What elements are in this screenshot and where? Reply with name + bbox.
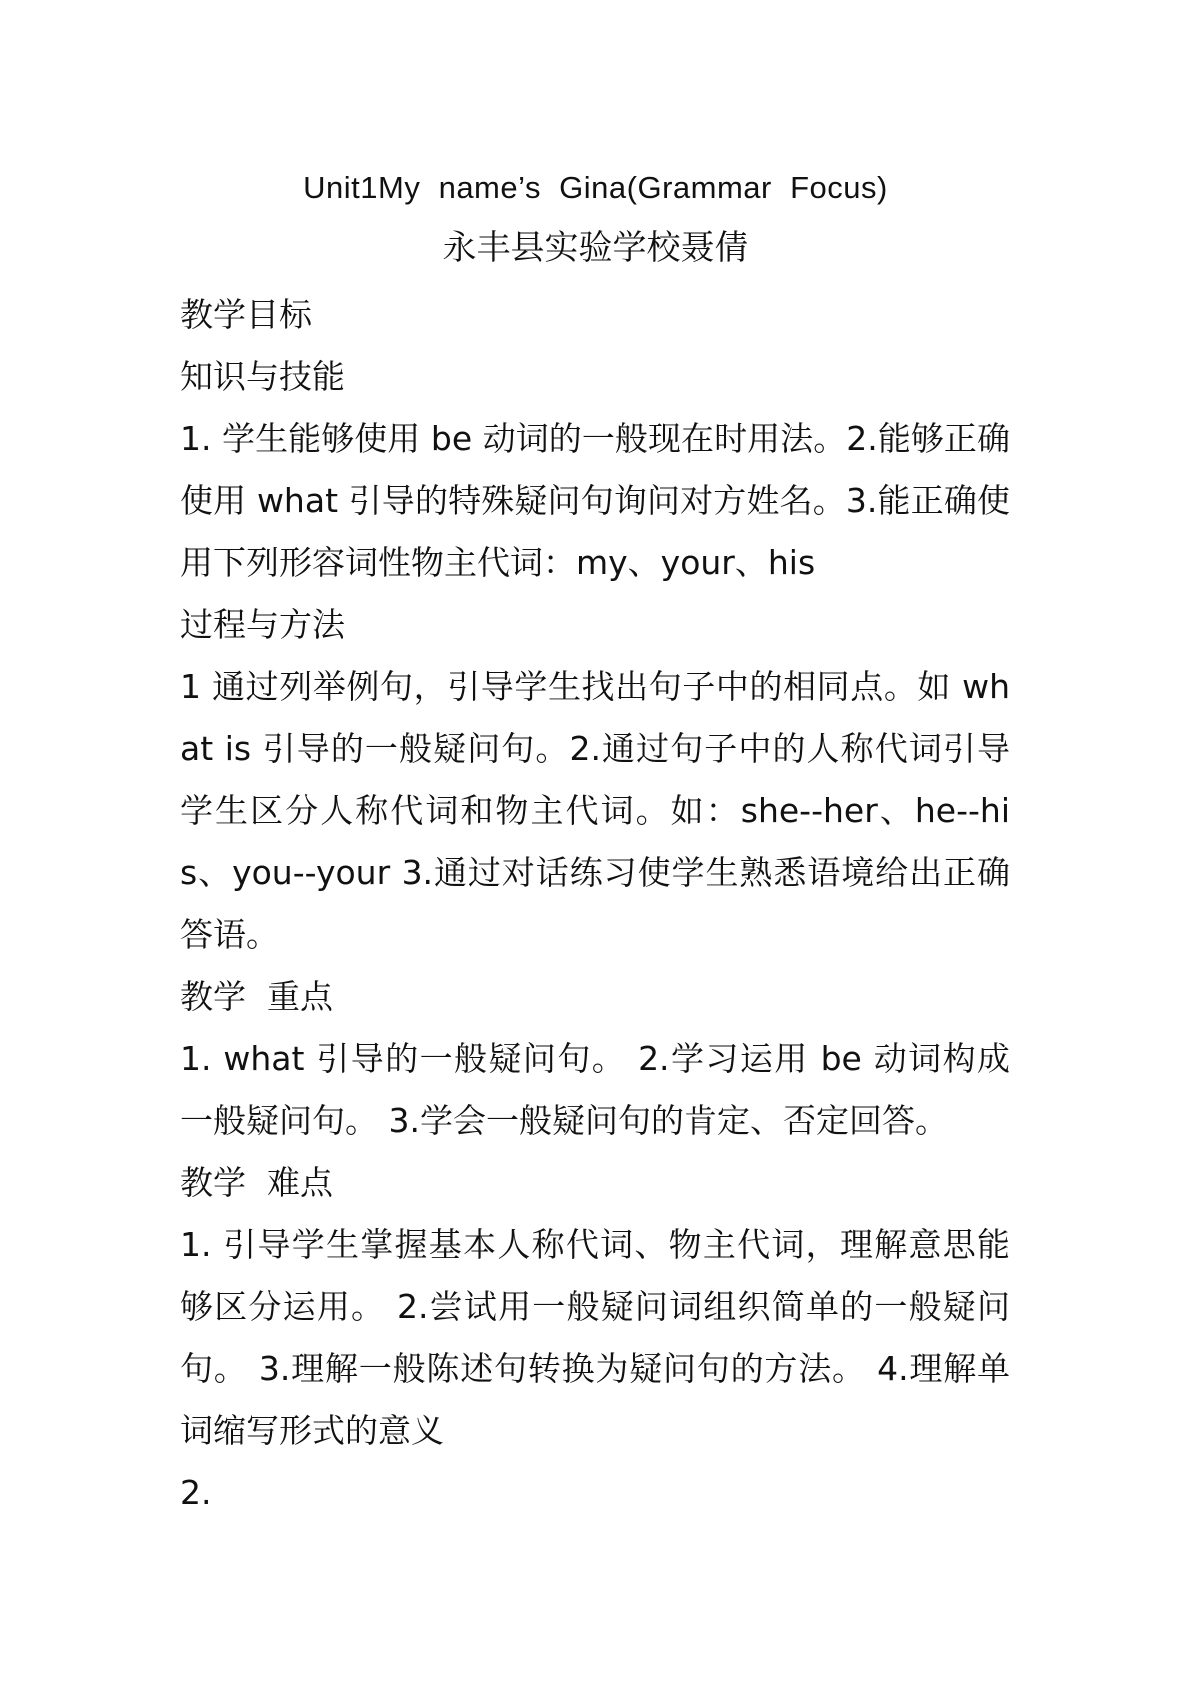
difficulties-paragraph: 1. 引导学生掌握基本人称代词、物主代词，理解意思能够区分运用。 2.尝试用一般疑问词组织简单的一般疑问句。 3.理解一般陈述句转换为疑问句的方法。 4.理解单词缩写形式的意义 <box>180 1225 1010 1450</box>
subsection-heading-process-methods: 过程与方法 <box>180 605 345 644</box>
section-heading-difficulties: 教学 难点 <box>180 1163 333 1202</box>
author-line: 永丰县实验学校聂倩 <box>442 228 749 268</box>
document-body <box>180 284 1010 1524</box>
document-title: Unit1My name’s Gina(Grammar Focus) <box>303 170 888 205</box>
process-methods-paragraph: 1 通过列举例句，引导学生找出句子中的相同点。如 what is 引导的一般疑问句。2.通过句子中的人称代词引导学生区分人称代词和物主代词。如：she--her、he--his、you--your 3.通过对话练习使学生熟悉语境给出正确答语。 <box>180 667 1010 954</box>
key-points-paragraph: 1. what 引导的一般疑问句。 2.学习运用 be 动词构成一般疑问句。 3.学会一般疑问句的肯定、否定回答。 <box>180 1039 1010 1140</box>
section-heading-key-points: 教学 重点 <box>180 977 333 1016</box>
section-heading-teaching-goals: 教学目标 <box>180 295 312 334</box>
list-item-marker: 2. <box>180 1473 212 1512</box>
knowledge-skills-paragraph: 1. 学生能够使用 be 动词的一般现在时用法。2.能够正确使用 what 引导的特殊疑问句询问对方姓名。3.能正确使用下列形容词性物主代词：my、your、his <box>180 419 1010 582</box>
subsection-heading-knowledge-skills: 知识与技能 <box>180 357 345 396</box>
